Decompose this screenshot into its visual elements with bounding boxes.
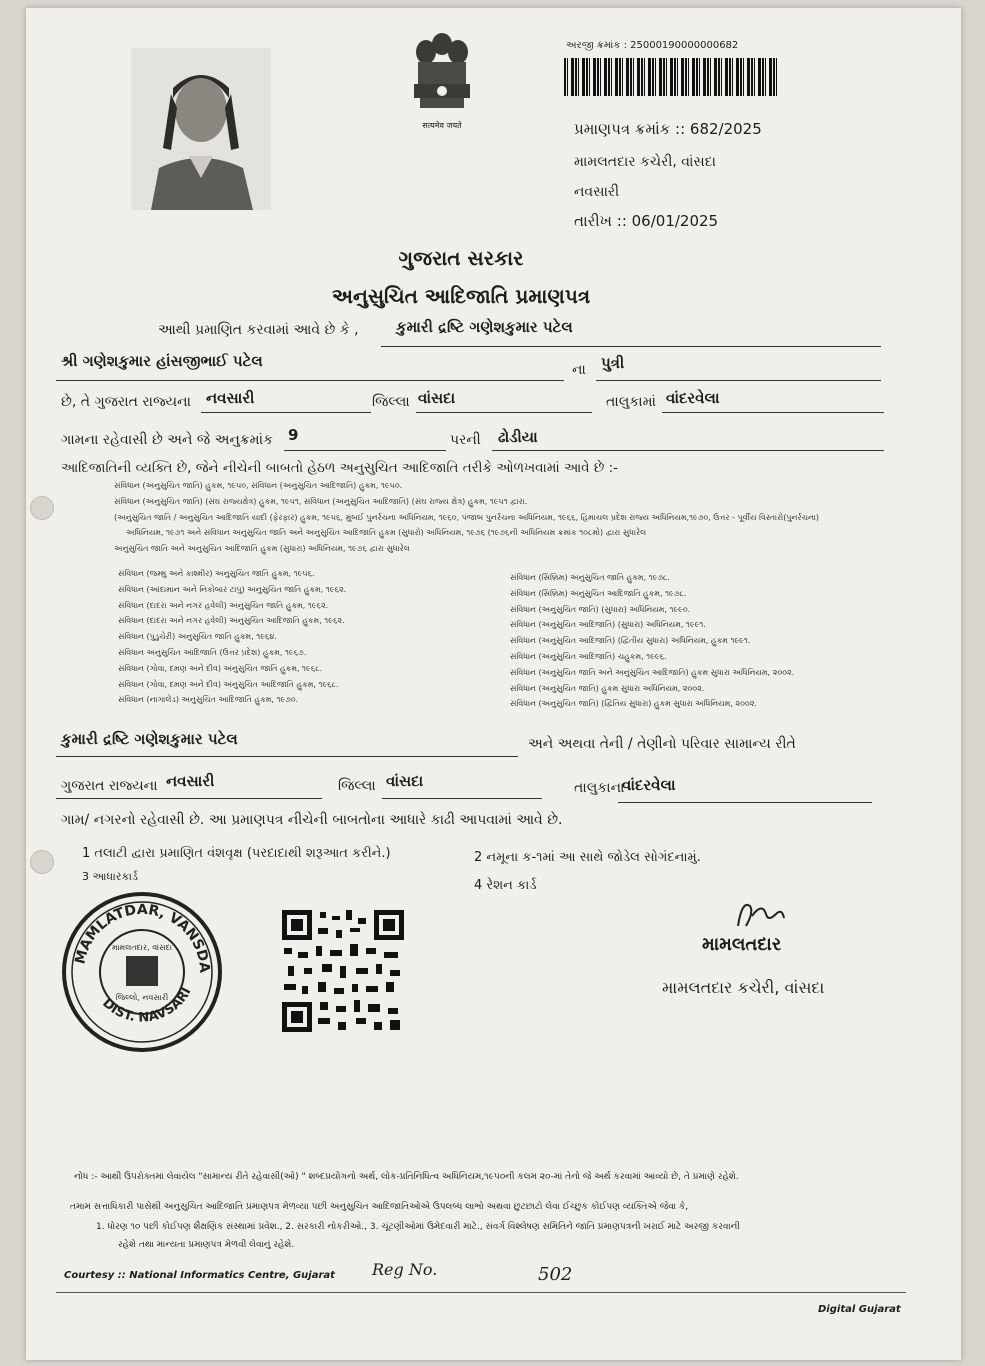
resident-label: ગામના રહેવાસી છે અને જે અનુક્રમાંક — [61, 432, 273, 448]
legal-line: સંવિધાન (નાગાલેંડ) અનુસુચિત આદિજાતિ હુકમ, ૧૯૭૦. — [118, 695, 299, 705]
legal-line: (અનુસુચિત જાતિ / અનુસુચિત આદિજાતિ યાદી (ફેરફાર) હુકમ, ૧૯૫૬, મુંબઈ પુનર્રચના અધિનિયમ, ૧૯૬૦, પંજાબ પુનર્રચના અધિનિયમ, ૧૯૬૬, હિમાચલ પ્રદેશ રાજ્ય અધિનિયમ,૧૯૭૦, ઉત્તર - પૂર્વીય વિસ્તારો(પુનર્રચના) — [114, 512, 820, 522]
seal-inner-bottom: જિલ્લો, નવસારી — [115, 993, 169, 1002]
legal-line: સંવિધાન (દાદરા અને નગર હવેલી) અનુસુચિત આદિજાતિ હુકમ, ૧૯૬૨. — [118, 616, 345, 626]
legal-line: સંવિધાન (દાદરા અને નગર હવેલી) અનુસુચિત જાતિ હુકમ, ૧૯૬૨. — [118, 600, 329, 610]
second-district-label: જિલ્લા — [338, 778, 376, 794]
legal-orders-right — [510, 574, 794, 709]
legal-line: સંવિધાન (અનુસુચિત જાતિ) (સંઘ રાજ્યક્ષેત્ર) હુકમ, ૧૯૫૧, સંવિધાન (અનુસુચિત આદિજાતિ) (સંઘ રાજ્ય ક્ષેત્ર) હુકમ, ૧૯૫૧ દ્વારા. — [114, 496, 528, 506]
brand-label: Digital Gujarat — [818, 1304, 901, 1315]
basis-item-2: 2 નમૂના ક-૧માં આ સાથે જોડેલ સોગંદનામું. — [474, 850, 701, 865]
reg-no-value: 502 — [538, 1264, 573, 1285]
relation-underline — [596, 380, 881, 381]
village-value: વાંદરવેલા — [666, 389, 720, 407]
basis-item-1: 1 તલાટી દ્વારા પ્રમાણિત વંશવૃક્ષ (પરદાદાથી શરૂઆત કરીને.) — [82, 846, 391, 861]
district-underline — [201, 412, 371, 413]
seal-inner-top: મામલતદાર, વાંસદા — [111, 943, 173, 952]
emblem-motto: सत्यमेव जयते — [422, 121, 462, 130]
taluka-value: વાંસદા — [418, 389, 456, 407]
application-number: અરજી ક્રમાંક : 25000190000000682 — [566, 40, 739, 51]
second-taluka-underline — [382, 798, 542, 799]
government-title: ગુજરાત સરકાર — [398, 246, 524, 270]
legal-orders-block — [114, 482, 819, 554]
district-value: નવસારી — [206, 389, 255, 407]
na-label: ના — [572, 362, 586, 378]
legal-line: સંવિધાન (અનુસુચિત જાતિ) (સુધારા) અધિનિયમ, ૧૯૯૦. — [510, 604, 691, 614]
legal-line: સંવિધાન (જમ્મુ અને કાશ્મીર) અનુસુચિત જાતિ હુકમ, ૧૯૫૬. — [118, 569, 315, 578]
svg-text:DIST. NAVSARI — [99, 985, 194, 1025]
second-district-value: નવસારી — [166, 772, 215, 790]
signatory-title: મામલતદાર — [702, 934, 782, 955]
qr-code-icon — [280, 908, 406, 1034]
legal-line: સંવિધાન (આંદામાન અને નિકોબાર ટાપુ) અનુસુચિત જાતિ હુકમ, ૧૯૬૨. — [118, 584, 347, 594]
applicant-name: કુમારી દ્રષ્ટિ ગણેશકુમાર પટેલ — [396, 318, 573, 336]
second-village-underline — [618, 802, 872, 803]
legal-line: અનુસુચિત જાતિ અને અનુસુચિત આદિજાતિ હુકમ (સુધારા) અધિનિયમ, ૧૯૭૬ દ્વારા સુધારેલ — [114, 544, 410, 554]
legal-line: સંવિધાન (અનુસુચિત જાતિ) હુકમ, ૧૯૫૦, સંવિધાન (અનુસુચિત આદિજાતિ) હુકમ, ૧૯૫૦. — [114, 481, 403, 490]
tribe-value: ઢોડીયા — [498, 428, 538, 446]
father-name: શ્રી ગણેશકુમાર હાંસજીભાઈ પટેલ — [61, 352, 263, 370]
second-village-value: વાંદરવેલા — [622, 776, 676, 794]
of-label: પરની — [450, 432, 481, 448]
basis-intro: ગામ/ નગરનો રહેવાસી છે. આ પ્રમાણપત્ર નીચેની બાબતોના આધારે કાઢી આપવામાં આવે છે. — [61, 812, 563, 828]
basis-item-3: 3 આધારકાર્ડ — [82, 870, 138, 883]
legal-line: અધિનિયમ, ૧૯૭૧ અને સંવિધાન અનુસુચિત જાતિ અને અનુસુચિત આદિજાતિ હુકમ (સુધારો) અધિનિયમ, ૧૯૭૬ (૧૯૭૬ની અધિનિયમ ક્રમાંક ૧૦૮મો) દ્વારા સુધારેલ — [126, 528, 647, 538]
official-seal — [60, 890, 224, 1054]
taluka-underline — [416, 412, 592, 413]
signature-icon — [732, 896, 792, 936]
issuing-district: નવસારી — [574, 184, 620, 200]
legal-orders-left — [118, 570, 346, 705]
legal-line: સંવિધાન (અનુસુચિત જાતિ) હુકમ સુધારા અધિનિયમ, ૨૦૦૨. — [510, 683, 705, 693]
legal-line: સંવિધાન (અનુસુચિત જાતિ) (દ્વિતિય સુધારા) હુકમ સુધારા અધિનિયમ, ૨૦૦૨. — [510, 699, 757, 709]
certify-label: આથી પ્રમાણિત કરવામાં આવે છે કે , — [158, 322, 359, 338]
basis-item-4: 4 રેશન કાર્ડ — [474, 878, 537, 893]
qr-code — [280, 908, 406, 1034]
legal-line: સંવિધાન (અનુસુચિત આદિજાતિ) (દ્વિતીય સુધારા) અધિનિયમ, હુકમ ૧૯૯૧. — [510, 636, 751, 646]
second-taluka-label: તાલુકાના — [574, 780, 625, 796]
footer-rule — [56, 1292, 906, 1293]
legal-line: સંવિધાન (અનુસુચિત આદિજાતિ) ચહુકમ, ૧૯૯૬. — [510, 651, 667, 661]
punch-hole-top — [30, 496, 54, 520]
note-3: 1. ધોરણ ૧૦ પછી કોઈપણ શૈક્ષણિક સંસ્થામાં પ્રવેશ., 2. સરકારી નોકરીઓ., 3. ચૂંટણીઓમાં ઉમેદવારી માટે., સંવર્ગ વિશ્લેષણ સમિતિને જાતિ પ્રમાણપત્રની ખરાઈ માટે અરજી કરવાની — [96, 1222, 740, 1232]
second-district-underline — [56, 798, 322, 799]
tribe-underline — [492, 450, 884, 451]
punch-hole-bottom — [30, 850, 54, 874]
issuing-office: મામલતદાર કચેરી, વાંસદા — [574, 154, 716, 170]
legal-line: સંવિધાન (સિક્કિમ) અનુસુચિત આદિજાતિ હુકમ, ૧૯૭૮. — [510, 588, 687, 598]
serial-value: 9 — [288, 426, 299, 444]
certificate-title: અનુસુચિત આદિજાતિ પ્રમાણપત્ર — [331, 284, 591, 308]
signatory-office: મામલતદાર કચેરી, વાંસદા — [662, 978, 825, 997]
reg-no-label: Reg No. — [372, 1260, 438, 1279]
legal-line: સંવિધાન (ગોવા, દમણ અને દીવ) અનુસુચિત આદિજાતિ હુકમ, ૧૯૬૮. — [118, 679, 339, 689]
legal-line: સંવિધાન (અનુસુચિત જાતિ અને અનુસુચિત આદિજાતિ) હુકમ સુધારા અધિનિયમ, ૨૦૦૨. — [510, 667, 795, 677]
note-4: રહેશે તથા માન્યતા પ્રમાણપત્ર મેળવી લેવાનું રહેશે. — [118, 1240, 295, 1250]
legal-line: સંવિધાન (સિક્કિમ) અનુસુચિત જાતિ હુકમ, ૧૯૭૮. — [510, 573, 670, 582]
second-name-underline — [56, 756, 518, 757]
legal-line: સંવિધાન અનુસુચિત આદિજાતિ (ઉત્તર પ્રદેશ) હુકમ, ૧૯૬૭. — [118, 647, 307, 657]
lion-capital-icon — [406, 28, 478, 118]
legal-line: સંવિધાન (ગોવા, દમણ અને દીવ) અનુસુચિત જાતિ હુકમ, ૧૯૬૮. — [118, 663, 323, 673]
name-underline — [381, 346, 881, 347]
serial-underline — [284, 450, 446, 451]
taluka-label: તાલુકામાં — [606, 394, 656, 410]
seal-top-text: MAMLATDAR, VANSDA — [72, 901, 213, 974]
father-underline — [56, 380, 564, 381]
note-1: નોંધ :- આથી ઉપરોક્તમાં લેવાયેલ "સામાન્ય રીતે રહેવાસી(ઓ) " શબ્દપ્રયોગનો અર્થ, લોક-પ્રતિનિધિત્વ અધિનિયમ,૧૯૫૦ની કલમ ૨૦-માં તેનો જે અર્થ કરવામાં આવ્યો છે, તે પ્રમાણે રહેશે. — [74, 1172, 739, 1182]
legal-line: સંવિધાન (અનુસુચિત આદિજાતિ) (સુધારા) અધિનિયમ, ૧૯૯૧. — [510, 620, 706, 630]
certificate-number: પ્રમાણપત્ર ક્રમાંક :: 682/2025 — [574, 120, 762, 138]
district-label: જિલ્લા — [372, 394, 410, 410]
barcode — [564, 58, 778, 96]
relation-value: પુત્રી — [601, 354, 625, 372]
ashoka-emblem — [406, 28, 478, 128]
second-state-label: ગુજરાત રાજ્યના — [61, 778, 158, 794]
note-2: તમામ સત્તાધિકારી પાસેથી અનુસુચિત આદિજાતિ પ્રમાણપત્ર મેળવ્યા પછી અનુસુચિત આદિજાતિઓએ ઉપલબ્ધ લાભો અથવા છુટછાટો લેવા ઈચ્છુક કોઈપણ વ્યક્તિએ જેવા કે, — [70, 1202, 689, 1212]
tribe-line: આદિજાતિની વ્યક્તિ છે, જેને નીચેની બાબતો હેઠળ અનુસુચિત આદિજાતિ તરીકે ઓળખવામાં આવે છે :- — [61, 460, 619, 476]
state-label: છે, તે ગુજરાત રાજ્યના — [61, 394, 191, 410]
second-taluka-value: વાંસદા — [386, 772, 424, 790]
issue-date: તારીખ :: 06/01/2025 — [574, 212, 719, 230]
applicant-photo — [131, 48, 271, 210]
seal-bottom-text: DIST. NAVSARI — [99, 985, 195, 1026]
courtesy-text: Courtesy :: National Informatics Centre, Gujarat — [64, 1270, 335, 1281]
village-underline — [662, 412, 884, 413]
legal-line: સંવિધાન (પુડુચેરી) અનુસુચિત જાતિ હુકમ, ૧૯૬૪. — [118, 632, 277, 642]
second-applicant-name: કુમારી દ્રષ્ટિ ગણેશકુમાર પટેલ — [61, 730, 238, 748]
family-label: અને અથવા તેની / તેણીનો પરિવાર સામાન્ય રીતે — [528, 736, 796, 752]
certificate-page — [26, 8, 961, 1360]
